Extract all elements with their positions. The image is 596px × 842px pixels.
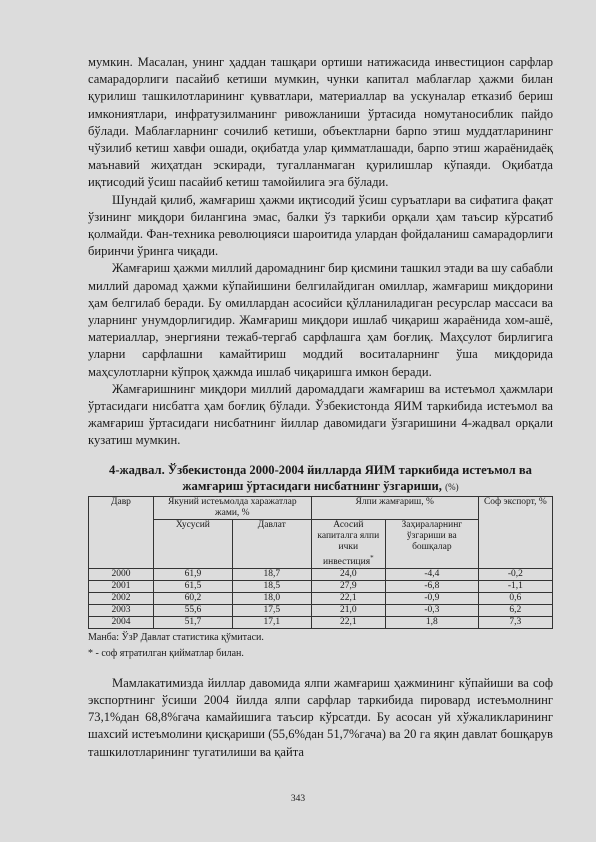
header-private: Хусусий (153, 519, 232, 568)
cell-net-exports: -0,2 (478, 568, 552, 580)
cell-net-exports: 6,2 (478, 604, 552, 616)
paragraph-2: Шундай қилиб, жамғариш ҳажми иқтисодий ўсиш суръатлари ва сифатига фақат ўзининг миқдори билангина эмас, балки ўз таркиби орқали ҳам таъсир кўрсатиб қолмайди. Фан-техника революцияси шароитида улардан фойдаланиш самарадорлиги биринчи ўринга чиқади. (88, 192, 553, 259)
paragraph-4: Жамғаришнинг миқдори миллий даромаддаги жамғариш ва истеъмол ҳажмлари ўртасидаги нисбатга ҳам боғлиқ бўлади. Ўзбекистонда ЯИМ таркибида истеъмол ва жамғариш ўртасидаги нисбатнинг йиллар давомидаги ўзгаришини 4-жадвал орқали кузатиш мумкин. (88, 381, 553, 448)
cell-government: 18,5 (232, 580, 311, 592)
cell-private: 51,7 (153, 616, 232, 628)
header-inventories: Заҳираларнинг ўзгариши ва бошқалар (385, 519, 478, 568)
cell-year: 2003 (89, 604, 154, 616)
cell-inventories: 1,8 (385, 616, 478, 628)
cell-private: 61,5 (153, 580, 232, 592)
header-fixed-capital-text: Асосий капиталга ялпи ички инвестиция (317, 519, 380, 567)
cell-fixed-capital: 27,9 (311, 580, 385, 592)
cell-fixed-capital: 24,0 (311, 568, 385, 580)
cell-private: 60,2 (153, 592, 232, 604)
cell-inventories: -4,4 (385, 568, 478, 580)
table-unit: (%) (445, 481, 459, 492)
paragraph-3: Жамғариш ҳажми миллий даромаднинг бир қисмини ташкил этади ва шу сабабли миллий даромад ҳажми кўпайишини белгилайдиган омиллар, жамғариш миқдорини ҳам белгилаб беради. Бу омиллардан асосийси қўлланиладиган ресурслар массаси ва уларнинг унумдорлигидир. Жамғариш миқдори ишлаб чиқариш жараёнида хом-ашё, материаллар, энергияни тежаб-тергаб сарфлашга ҳам боғлиқ. Маҳсулот бирлигига уларни сарфлашни камайтириш моддий воситаларнинг ўша миқдорида маҳсулотларни кўпроқ ҳажмда ишлаб чиқаришга имкон беради. (88, 261, 553, 379)
header-consumption-group: Якуний истеъмолда харажатлар жами, % (153, 496, 311, 519)
cell-inventories: -6,8 (385, 580, 478, 592)
cell-year: 2001 (89, 580, 154, 592)
table-title (88, 462, 553, 495)
cell-government: 18,0 (232, 592, 311, 604)
cell-government: 18,7 (232, 568, 311, 580)
table-row (89, 604, 553, 616)
cell-private: 61,9 (153, 568, 232, 580)
cell-inventories: -0,3 (385, 604, 478, 616)
table-header-row (89, 496, 553, 519)
header-net-exports: Соф экспорт, % (478, 496, 552, 568)
cell-government: 17,5 (232, 604, 311, 616)
cell-fixed-capital: 22,1 (311, 592, 385, 604)
page-body (88, 54, 553, 761)
cell-year: 2000 (89, 568, 154, 580)
paragraph-5: Мамлакатимизда йиллар давомида ялпи жамғариш ҳажмининг кўпайиши ва соф экспортнинг ўсиши 2004 йилда ялпи сарфлар таркибида пировард истеъмолнинг 73,1%дан 68,8%гача камайишига таъсир кўрсатди. Бу асосан уй хўжаликларининг шахсий истеъмолини қисқариши (55,6%дан 51,7%гача) ва 20 га яқин давлат бошқарув ташкилотларининг тугатилиши ва қайта (88, 675, 553, 759)
table-row (89, 580, 553, 592)
footnote-mark: * (370, 553, 374, 562)
table-row (89, 616, 553, 628)
table-row (89, 568, 553, 580)
table-footnote: * - соф ятратилган қийматлар билан. (88, 647, 244, 659)
header-government: Давлат (232, 519, 311, 568)
table-title-text: 4-жадвал. Ўзбекистонда 2000-2004 йилларда ЯИМ таркибида истеъмол ва жамғариш ўртасидаги нисбатнинг ўзгариши, (109, 462, 532, 493)
table-row (89, 592, 553, 604)
cell-net-exports: 0,6 (478, 592, 552, 604)
header-accumulation-group: Ялпи жамғариш, % (311, 496, 478, 519)
table-source: Манба: ЎзР Давлат статистика қўмитаси. (88, 631, 264, 643)
cell-net-exports: -1,1 (478, 580, 552, 592)
header-fixed-capital (311, 519, 385, 568)
data-table (88, 496, 553, 629)
header-period: Давр (89, 496, 154, 568)
page-number: 343 (290, 794, 306, 804)
cell-fixed-capital: 22,1 (311, 616, 385, 628)
cell-year: 2004 (89, 616, 154, 628)
spacer (88, 661, 553, 675)
cell-net-exports: 7,3 (478, 616, 552, 628)
paragraph-1: мумкин. Масалан, унинг ҳаддан ташқари ортиши натижасида инвестицион сарфлар самарадорлиги пасайиб кетиши мумкин, чунки капитал маблағлар ҳажми билан қурилиш ташкилотларининг қувватлари, материаллар ва ускуналар етказиб бериш имкониятлари, инфратузилманинг ривожланиши ўртасида номутаносиблик пайдо бўлади. Маблағларнинг сочилиб кетиши, объектларни барпо этиш муддатларининг чўзилиб кетиш хавфи ошади, оқибатда улар қимматлашади, барпо этиш жараёнидаёқ маънавий жиҳатдан эскиради, тугалланмаган қурилишлар кўпаяди. Оқибатда иқтисодий ўсиш пасайиб кетиш тамойилига эга бўлади. (88, 55, 553, 190)
cell-inventories: -0,9 (385, 592, 478, 604)
cell-year: 2002 (89, 592, 154, 604)
cell-government: 17,1 (232, 616, 311, 628)
cell-private: 55,6 (153, 604, 232, 616)
cell-fixed-capital: 21,0 (311, 604, 385, 616)
